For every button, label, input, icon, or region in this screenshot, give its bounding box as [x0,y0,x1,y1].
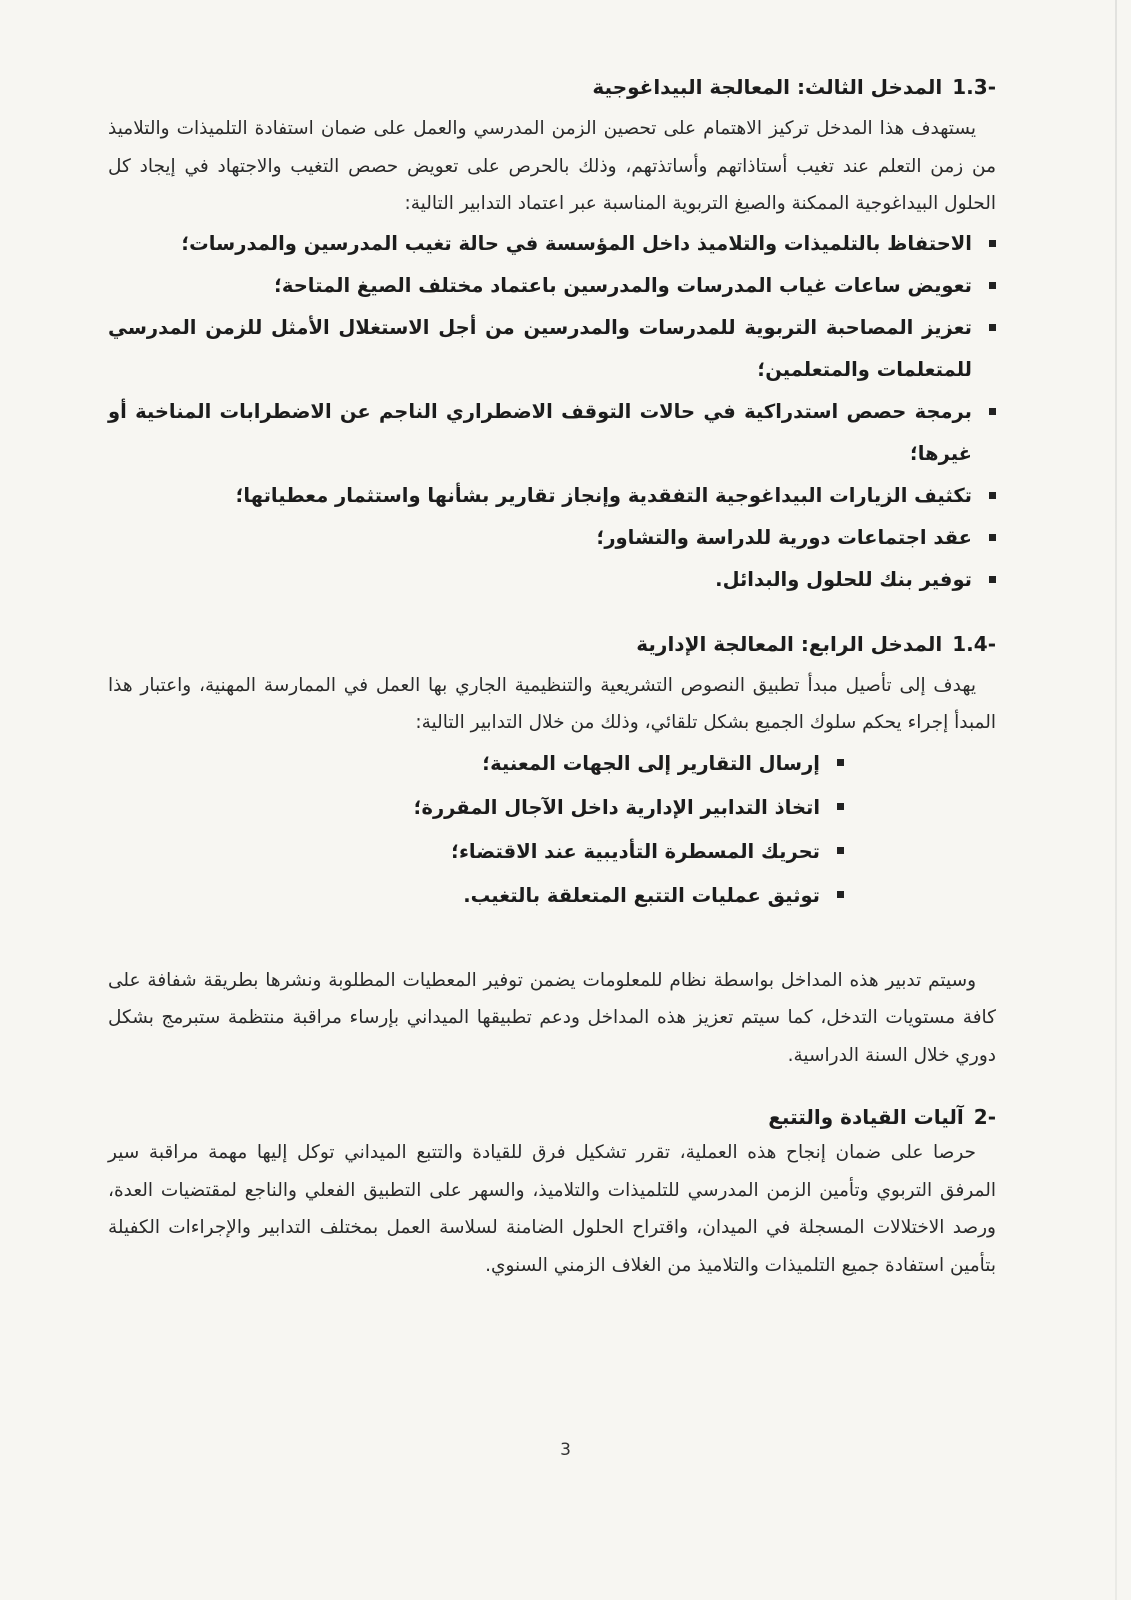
paragraph-text: حرصا على ضمان إنجاح هذه العملية، تقرر تشكيل فرق للقيادة والتتبع الميداني توكل إليها مهمة مراقبة سير المرفق التربوي وتأمين الزمن المدرسي للتلميذات والتلاميذ، والسهر على التطبيق الفعلي والناجع لمقتضيات العدة، ورصد الاختلالات المسجلة في الميدان، واقتراح الحلول الضامنة لسلاسة العمل بمختلف التدابير والإجراءات الكفيلة بتأمين استفادة جميع التلميذات والتلاميذ من الغلاف الزمني السنوي. [108,1142,996,1276]
list-item: توفير بنك للحلول والبدائل. [108,559,996,601]
list-item: تعويض ساعات غياب المدرسات والمدرسين باعتماد مختلف الصيغ المتاحة؛ [108,265,996,307]
section-1-4-bullet-list [108,742,996,918]
section-heading-2 [108,1102,996,1132]
square-bullet-icon [989,240,996,247]
list-item: تعزيز المصاحبة التربوية للمدرسات والمدرسين من أجل الاستغلال الأمثل للزمن المدرسي للمتعلمات والمتعلمين؛ [108,307,996,391]
section-2-paragraph [108,1134,996,1284]
list-item: برمجة حصص استدراكية في حالات التوقف الاضطراري الناجم عن الاضطرابات المناخية أو غيرها؛ [108,391,996,475]
section-number: 1.4- [952,631,996,656]
list-item: الاحتفاظ بالتلميذات والتلاميذ داخل المؤسسة في حالة تغيب المدرسين والمدرسات؛ [108,223,996,265]
scan-edge-line [1115,0,1117,1600]
list-item: توثيق عمليات التتبع المتعلقة بالتغيب. [108,874,844,918]
paragraph-text: يستهدف هذا المدخل تركيز الاهتمام على تحصين الزمن المدرسي والعمل على ضمان استفادة التلميذات والتلاميذ من زمن التعلم عند تغيب أستاذاتهم وأساتذتهم، وذلك بالحرص على تعويض حصص التغيب والاجتهاد في إيجاد كل الحلول البيداغوجية الممكنة والصيغ التربوية المناسبة عبر اعتماد التدابير التالية: [108,118,996,214]
page-number: 3 [560,1440,571,1460]
section-title: المدخل الثالث: المعالجة البيداغوجية [592,75,943,99]
square-bullet-icon [837,891,844,898]
list-item: تحريك المسطرة التأديبية عند الاقتضاء؛ [108,830,844,874]
square-bullet-icon [989,282,996,289]
list-item: إرسال التقارير إلى الجهات المعنية؛ [108,742,844,786]
square-bullet-icon [989,492,996,499]
square-bullet-icon [989,408,996,415]
square-bullet-icon [837,803,844,810]
square-bullet-icon [989,576,996,583]
square-bullet-icon [989,324,996,331]
section-number: 1.3- [952,75,996,99]
list-item: عقد اجتماعات دورية للدراسة والتشاور؛ [108,517,996,559]
section-1-4-intro [108,667,996,742]
list-item: اتخاذ التدابير الإدارية داخل الآجال المقررة؛ [108,786,844,830]
square-bullet-icon [837,759,844,766]
section-title: المدخل الرابع: المعالجة الإدارية [636,631,943,656]
section-heading-1-3 [108,72,996,102]
square-bullet-icon [837,847,844,854]
paragraph-text: يهدف إلى تأصيل مبدأ تطبيق النصوص التشريعية والتنظيمية الجاري بها العمل في الممارسة المهنية، واعتبار هذا المبدأ إجراء يحكم سلوك الجميع بشكل تلقائي، وذلك من خلال التدابير التالية: [108,674,996,733]
section-1-3-bullet-list [108,223,996,601]
section-number: 2- [973,1105,996,1129]
square-bullet-icon [989,534,996,541]
section-1-3-intro [108,110,996,223]
section-title: آليات القيادة والتتبع [768,1105,964,1129]
section-heading-1-4 [108,629,996,659]
list-item: تكثيف الزيارات البيداغوجية التفقدية وإنجاز تقارير بشأنها واستثمار معطياتها؛ [108,475,996,517]
closing-paragraph [108,962,996,1075]
paragraph-text: وسيتم تدبير هذه المداخل بواسطة نظام للمعلومات يضمن توفير المعطيات المطلوبة ونشرها بطريقة شفافة على كافة مستويات التدخل، كما سيتم تعزيز هذه المداخل ودعم تطبيقها الميداني بإرساء مراقبة منتظمة ستبرمج بشكل دوري خلال السنة الدراسية. [108,969,996,1066]
